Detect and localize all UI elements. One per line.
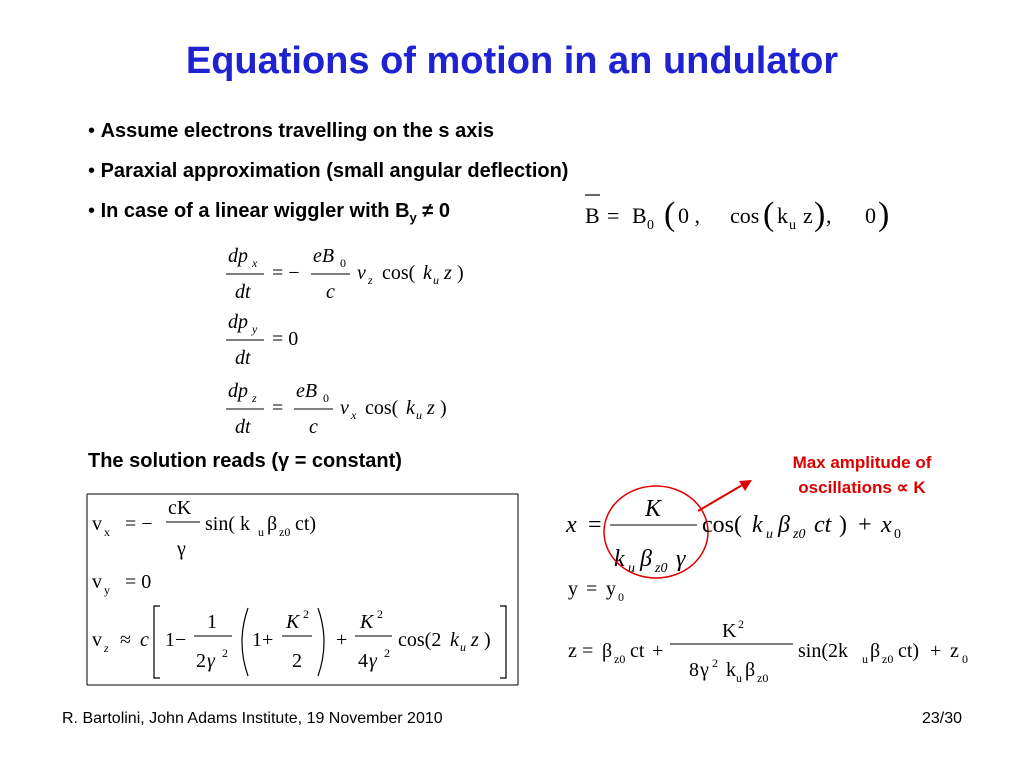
svg-text:c: c — [309, 416, 318, 438]
svg-text:4: 4 — [358, 650, 368, 672]
svg-text:): ) — [814, 196, 826, 233]
slide-title: Equations of motion in an undulator — [185, 40, 839, 82]
svg-text:0: 0 — [962, 652, 968, 666]
svg-text:sin( k: sin( k — [205, 513, 250, 535]
svg-text:u: u — [628, 561, 635, 576]
svg-text:z0: z0 — [757, 671, 769, 685]
svg-text:+: + — [652, 640, 664, 662]
svg-text:y: y — [568, 578, 578, 600]
svg-text:2: 2 — [303, 607, 309, 621]
annotation-line-2: oscillations ∝ K — [798, 478, 926, 497]
bullet-dot: • — [88, 120, 101, 142]
svg-text:k: k — [614, 546, 625, 572]
svg-text:B: B — [585, 203, 600, 228]
svg-text:k: k — [406, 397, 415, 419]
svg-text:dt: dt — [235, 281, 251, 303]
annotation-line-1: Max amplitude of — [792, 453, 932, 472]
svg-text:K: K — [286, 611, 300, 633]
svg-text:γ: γ — [676, 546, 686, 572]
svg-text:dp: dp — [228, 311, 248, 333]
page-number: 23/30 — [921, 710, 962, 727]
svg-text:β: β — [870, 640, 881, 662]
svg-text:β: β — [267, 513, 278, 535]
svg-text:(: ( — [763, 196, 775, 233]
svg-text:ct: ct — [630, 640, 645, 662]
field-equation — [585, 195, 889, 233]
svg-text:β: β — [640, 546, 652, 572]
svg-text:cos(: cos( — [382, 262, 416, 284]
svg-text:k: k — [777, 203, 788, 228]
svg-text:v: v — [92, 513, 102, 535]
svg-text:= −: = − — [125, 513, 153, 535]
eq-vx — [92, 497, 316, 560]
eq-dpx-dt — [226, 245, 464, 303]
svg-text:ct): ct) — [898, 640, 920, 662]
svg-text:v: v — [357, 262, 366, 284]
footer-credit: R. Bartolini, John Adams Institute, 19 November 2010 — [62, 710, 443, 727]
svg-text:): ) — [440, 397, 447, 419]
svg-text:u: u — [416, 408, 422, 422]
svg-text:+: + — [336, 629, 348, 651]
svg-text:c: c — [326, 281, 335, 303]
svg-text:=: = — [272, 397, 284, 419]
svg-text:dp: dp — [228, 245, 248, 267]
svg-text:cos(2: cos(2 — [398, 629, 442, 651]
svg-text:cos(: cos( — [702, 512, 742, 538]
eq-vy — [92, 571, 151, 597]
svg-text:x: x — [566, 512, 577, 538]
svg-text:β: β — [745, 659, 756, 681]
svg-text:2: 2 — [384, 646, 390, 660]
svg-text:2: 2 — [222, 646, 228, 660]
bullet-1-text: Assume electrons travelling on the s axis — [100, 120, 495, 142]
annotation-arrow — [698, 480, 752, 511]
svg-text:u: u — [789, 218, 796, 233]
svg-text:y: y — [252, 322, 258, 336]
svg-text:z: z — [252, 391, 257, 405]
svg-text:u: u — [460, 640, 466, 654]
svg-text:K: K — [722, 620, 737, 642]
svg-text:8: 8 — [689, 659, 699, 681]
svg-text:= 0: = 0 — [272, 328, 299, 350]
svg-text:0: 0 — [340, 256, 346, 270]
svg-text:ct: ct — [814, 512, 832, 538]
svg-text:K: K — [645, 496, 662, 522]
svg-text:(: ( — [664, 196, 676, 233]
svg-text:0: 0 — [894, 527, 901, 542]
svg-text:0 ,: 0 , — [678, 203, 700, 228]
eq-z — [568, 617, 968, 685]
svg-text:γ: γ — [207, 650, 215, 672]
svg-text:u: u — [736, 671, 742, 685]
svg-text:,: , — [826, 203, 832, 228]
svg-text:z0: z0 — [279, 525, 291, 539]
eq-x — [565, 486, 901, 578]
svg-text:v: v — [92, 629, 102, 651]
svg-text:=: = — [588, 512, 602, 538]
svg-text:γ: γ — [177, 538, 186, 560]
bullet-3-subscript: y — [409, 210, 417, 225]
svg-text:u: u — [862, 652, 868, 666]
svg-text:): ) — [457, 262, 464, 284]
svg-text:z: z — [950, 640, 959, 662]
bullet-2-text: Paraxial approximation (small angular deflection) — [100, 160, 569, 182]
svg-text:z0: z0 — [614, 652, 626, 666]
svg-text:dt: dt — [235, 347, 251, 369]
svg-text:≈: ≈ — [120, 629, 131, 651]
svg-text:0: 0 — [323, 391, 329, 405]
svg-text:c: c — [140, 629, 149, 651]
svg-text:x: x — [252, 256, 258, 270]
svg-text:z: z — [104, 641, 109, 655]
svg-text:+: + — [930, 640, 942, 662]
svg-text:z: z — [568, 640, 577, 662]
svg-text:1−: 1− — [165, 629, 187, 651]
svg-text:u: u — [258, 525, 264, 539]
bullet-3-text: In case of a linear wiggler with B — [100, 200, 410, 222]
svg-text:0: 0 — [865, 203, 876, 228]
svg-text:): ) — [839, 512, 847, 538]
svg-text:sin(2k: sin(2k — [798, 640, 848, 662]
svg-text:y: y — [606, 578, 616, 600]
bullet-3-tail: ≠ 0 — [416, 200, 450, 222]
svg-text:cK: cK — [168, 497, 192, 519]
svg-text:z: z — [471, 629, 479, 651]
svg-text:= −: = − — [272, 262, 300, 284]
svg-text:z: z — [427, 397, 435, 419]
svg-text:k: k — [423, 262, 432, 284]
svg-text:dt: dt — [235, 416, 251, 438]
svg-text:v: v — [340, 397, 349, 419]
svg-text:ct): ct) — [295, 513, 317, 535]
svg-text:x: x — [881, 512, 892, 538]
svg-text:z: z — [803, 203, 813, 228]
svg-text:z: z — [368, 273, 373, 287]
svg-text:dp: dp — [228, 380, 248, 402]
svg-text:=: = — [607, 203, 620, 228]
bullet-dot: • — [88, 160, 101, 182]
svg-text:cos: cos — [730, 203, 760, 228]
svg-text:β: β — [602, 640, 613, 662]
svg-text:z0: z0 — [882, 652, 894, 666]
svg-text:k: k — [450, 629, 459, 651]
svg-text:= 0: = 0 — [125, 571, 152, 593]
svg-text:0: 0 — [647, 218, 654, 233]
svg-text:z0: z0 — [793, 527, 806, 542]
svg-text:2: 2 — [196, 650, 206, 672]
svg-text:x: x — [104, 525, 110, 539]
svg-text:z0: z0 — [655, 561, 668, 576]
svg-text:eB: eB — [296, 380, 318, 402]
svg-text:): ) — [484, 629, 491, 651]
svg-text:1+: 1+ — [252, 629, 274, 651]
svg-text:y: y — [104, 583, 110, 597]
svg-text:u: u — [433, 273, 439, 287]
svg-text:1: 1 — [207, 611, 217, 633]
svg-text:2: 2 — [738, 617, 744, 631]
svg-text:z: z — [444, 262, 452, 284]
svg-text:2: 2 — [292, 650, 302, 672]
svg-text:=: = — [582, 640, 594, 662]
eq-y — [568, 578, 624, 604]
solution-label: The solution reads (γ = constant) — [88, 450, 402, 472]
svg-text:): ) — [878, 196, 890, 233]
svg-text:u: u — [766, 527, 773, 542]
svg-text:=: = — [586, 578, 598, 600]
svg-text:B: B — [632, 203, 647, 228]
svg-text:k: k — [726, 659, 736, 681]
svg-text:+: + — [858, 512, 872, 538]
bullet-dot: • — [88, 200, 101, 222]
svg-text:v: v — [92, 571, 102, 593]
svg-text:0: 0 — [618, 590, 624, 604]
svg-text:γ: γ — [369, 650, 377, 672]
svg-text:β: β — [778, 512, 790, 538]
eq-dpz-dt — [226, 380, 447, 438]
svg-text:2: 2 — [712, 656, 718, 670]
svg-text:k: k — [752, 512, 763, 538]
svg-text:2: 2 — [377, 607, 383, 621]
svg-text:cos(: cos( — [365, 397, 399, 419]
svg-text:γ: γ — [700, 659, 709, 681]
svg-text:x: x — [351, 408, 357, 422]
svg-text:eB: eB — [313, 245, 335, 267]
eq-vz — [92, 606, 506, 678]
svg-text:K: K — [360, 611, 374, 633]
eq-dpy-dt — [226, 311, 298, 369]
